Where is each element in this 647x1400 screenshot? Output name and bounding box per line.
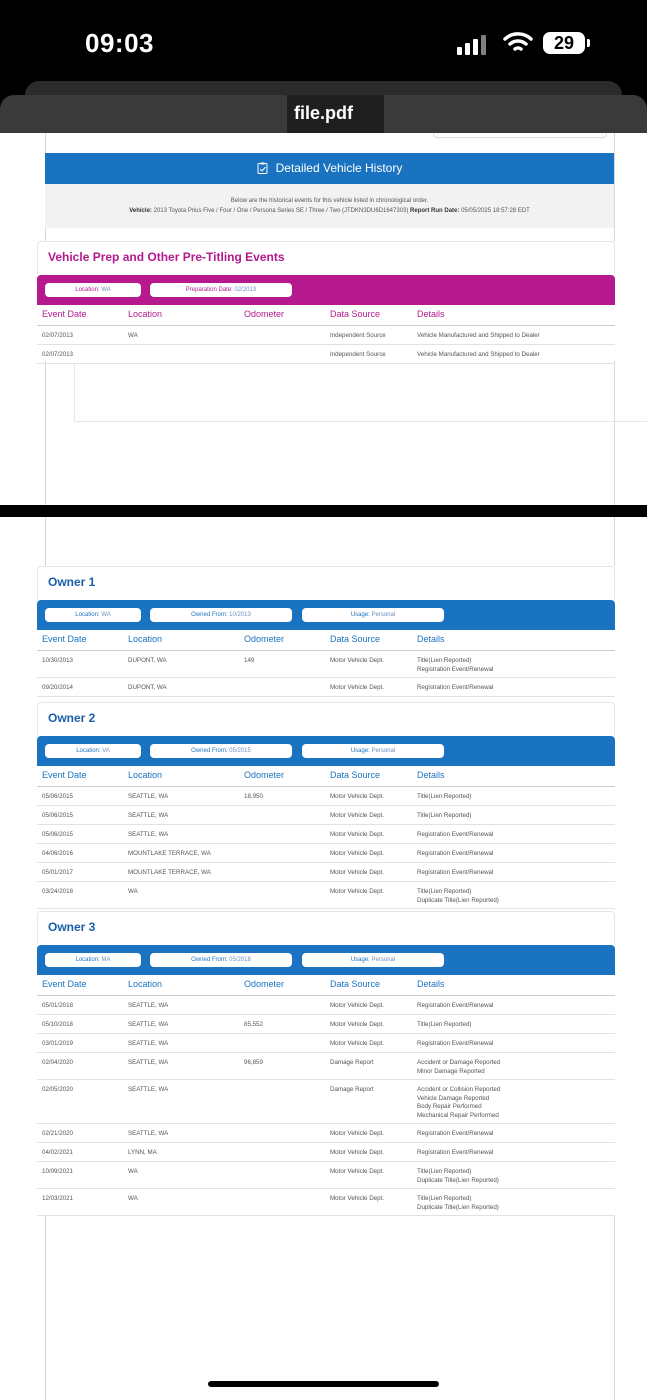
pill-label: Location:: [76, 748, 101, 754]
detail-line: Title(Lien Reported): [417, 888, 472, 895]
cell-date: 04/02/2021: [42, 1149, 73, 1156]
cell-source: Motor Vehicle Dept.: [330, 812, 384, 819]
column-header: Odometer: [244, 979, 285, 989]
cell-source: Motor Vehicle Dept.: [330, 1002, 384, 1009]
info-pill: [150, 283, 292, 297]
cell-source: Motor Vehicle Dept.: [330, 1149, 384, 1156]
table-row: [37, 677, 615, 697]
cell-source: Motor Vehicle Dept.: [330, 684, 384, 691]
cell-odometer: 18,950: [244, 793, 263, 800]
cell-odometer: 149: [244, 657, 255, 664]
cell-source: Damage Report: [330, 1086, 374, 1093]
cell-source: Motor Vehicle Dept.: [330, 1195, 384, 1202]
section-title: Owner 2: [48, 711, 96, 725]
cell-date: 10/30/2013: [42, 657, 73, 664]
cell-details: [417, 831, 493, 840]
cell-details: [417, 812, 471, 821]
info-pill: [150, 608, 292, 622]
pill-label: Owned From:: [191, 612, 228, 618]
cell-date: 02/07/2013: [42, 351, 73, 358]
section-header: [37, 911, 615, 944]
section-header: [37, 702, 615, 735]
cell-date: 04/06/2016: [42, 850, 73, 857]
cell-location: MOUNTLAKE TERRACE, WA: [128, 850, 211, 857]
cell-details: [417, 351, 540, 360]
section-prep: [37, 241, 615, 361]
intro-text: Below are the historical events for this vehicle listed in chronological order.: [230, 198, 429, 204]
section-header: [37, 241, 615, 274]
status-bar: [0, 0, 647, 90]
detail-line: Registration Event/Renewal: [417, 869, 494, 876]
column-header: Event Date: [42, 979, 87, 989]
detail-line: Registration Event/Renewal: [417, 831, 494, 838]
table-header: [37, 766, 615, 787]
column-header: Odometer: [244, 309, 285, 319]
section-title: Owner 1: [48, 575, 96, 589]
cell-location: WA: [128, 332, 138, 339]
table-row: [37, 862, 615, 882]
table-row: [37, 824, 615, 844]
pill-label: Location:: [75, 287, 100, 293]
column-header: Data Source: [330, 309, 381, 319]
cell-location: DUPONT, WA: [128, 657, 167, 664]
cell-source: Motor Vehicle Dept.: [330, 831, 384, 838]
column-header: Details: [417, 770, 445, 780]
table-row: [37, 995, 615, 1015]
cell-date: 02/07/2013: [42, 332, 73, 339]
column-header: Location: [128, 979, 163, 989]
cell-date: 05/01/2018: [42, 1002, 73, 1009]
cell-source: Motor Vehicle Dept.: [330, 1040, 384, 1047]
section-owner-1: [37, 566, 615, 702]
cell-date: 02/04/2020: [42, 1059, 73, 1066]
table-row: [37, 1188, 615, 1216]
column-header: Data Source: [330, 634, 381, 644]
section-owner-3: [37, 911, 615, 1215]
pill-value: 05/2015: [229, 748, 251, 754]
detail-line: Title(Lien Reported): [417, 1021, 472, 1028]
cell-location: WA: [128, 1195, 138, 1202]
cell-date: 09/20/2014: [42, 684, 73, 691]
column-header: Location: [128, 634, 163, 644]
cell-date: 05/06/2015: [42, 831, 73, 838]
cell-source: Motor Vehicle Dept.: [330, 869, 384, 876]
pdf-page-2: [0, 517, 647, 1400]
cell-details: [417, 888, 499, 905]
column-header: Details: [417, 309, 445, 319]
detail-line: Vehicle Manufactured and Shipped to Dealer: [417, 351, 540, 358]
cell-source: Motor Vehicle Dept.: [330, 850, 384, 857]
cell-details: [417, 1002, 493, 1011]
cell-location: WA: [128, 1168, 138, 1175]
cell-details: [417, 332, 540, 341]
column-header: Odometer: [244, 770, 285, 780]
cell-details: [417, 1168, 499, 1185]
detail-line: Title(Lien Reported): [417, 1168, 472, 1175]
cell-details: [417, 850, 493, 859]
file-name[interactable]: file.pdf: [294, 103, 353, 123]
cell-location: SEATTLE, WA: [128, 831, 169, 838]
table-row: [37, 1123, 615, 1143]
cell-source: Motor Vehicle Dept.: [330, 793, 384, 800]
table-row: [37, 1079, 615, 1124]
column-header: Event Date: [42, 770, 87, 780]
cell-details: [417, 793, 471, 802]
detail-line: Title(Lien Reported): [417, 812, 472, 819]
cell-date: 02/05/2020: [42, 1086, 73, 1093]
cell-location: SEATTLE, WA: [128, 1002, 169, 1009]
cell-details: [417, 1086, 500, 1120]
cell-date: 05/01/2017: [42, 869, 73, 876]
section-owner-2: [37, 702, 615, 911]
cell-date: 03/24/2018: [42, 888, 73, 895]
pill-value: MA: [101, 957, 111, 963]
info-pill: [45, 608, 141, 622]
cell-details: [417, 1059, 500, 1076]
cell-location: SEATTLE, WA: [128, 1021, 169, 1028]
status-time: 09:03: [85, 28, 154, 58]
cell-location: WA: [128, 888, 138, 895]
cell-source: Motor Vehicle Dept.: [330, 888, 384, 895]
cell-odometer: 85,552: [244, 1021, 263, 1028]
column-header: Data Source: [330, 770, 381, 780]
detail-line: Title(Lien Reported): [417, 657, 472, 664]
detail-line: Accident or Damage Reported: [417, 1059, 501, 1066]
cell-location: SEATTLE, WA: [128, 812, 169, 819]
info-pill: [45, 744, 141, 758]
table-row: [37, 805, 615, 825]
pill-label: Location:: [75, 957, 100, 963]
cell-location: SEATTLE, WA: [128, 1059, 169, 1066]
pill-label: Owned From:: [191, 748, 228, 754]
cell-date: 03/01/2019: [42, 1040, 73, 1047]
pill-label: Usage:: [350, 957, 370, 963]
pill-label: Owned From:: [191, 957, 228, 963]
cell-details: [417, 1130, 493, 1139]
detail-line: Accident or Collision Reported: [417, 1086, 501, 1093]
info-pill: [302, 953, 444, 967]
cell-location: SEATTLE, WA: [128, 1130, 169, 1137]
section-info-band: [37, 736, 615, 766]
intro-box: [45, 184, 614, 228]
info-pill: [302, 744, 444, 758]
detail-line: Title(Lien Reported): [417, 793, 472, 800]
previous-box-edge: [433, 133, 607, 138]
detail-line: Mechanical Repair Performed: [417, 1111, 499, 1119]
detail-line: Minor Damage Reported: [417, 1067, 485, 1075]
pill-value: Personal: [371, 612, 396, 618]
cell-details: [417, 1040, 493, 1049]
pill-value: 10/2013: [229, 612, 251, 618]
pill-label: Usage:: [350, 748, 370, 754]
table-row: [37, 1014, 615, 1034]
detail-line: Vehicle Damage Reported: [417, 1094, 490, 1102]
wifi-icon: [503, 30, 533, 54]
section-info-band: [37, 945, 615, 975]
column-header: Event Date: [42, 309, 87, 319]
detail-line: Duplicate Title(Lien Reported): [417, 1203, 499, 1211]
section-header: [37, 566, 615, 599]
section-info-band: [37, 275, 615, 305]
table-header: [37, 630, 615, 651]
cell-date: 05/06/2015: [42, 812, 73, 819]
detail-line: Registration Event/Renewal: [417, 1040, 494, 1047]
detail-line: Registration Event/Renewal: [417, 1149, 494, 1156]
cell-location: SEATTLE, WA: [128, 1086, 169, 1093]
cell-location: MOUNTLAKE TERRACE, WA: [128, 869, 211, 876]
cell-details: [417, 1195, 499, 1212]
cell-location: LYNN, MA: [128, 1149, 157, 1156]
table-row: [37, 1033, 615, 1053]
table-row: [37, 843, 615, 863]
cell-details: [417, 1149, 493, 1158]
vehicle-line: [45, 208, 614, 214]
pill-value: 05/2018: [229, 957, 251, 963]
detail-line: Registration Event/Renewal: [417, 850, 494, 857]
detail-line: Registration Event/Renewal: [417, 1130, 494, 1137]
cellular-signal-icon: [457, 33, 493, 55]
cell-source: Independent Source: [330, 332, 386, 339]
cell-date: 12/03/2021: [42, 1195, 73, 1202]
table-row: [37, 1142, 615, 1162]
table-header: [37, 305, 615, 326]
info-pill: [302, 608, 444, 622]
detail-line: Registration Event/Renewal: [417, 1002, 494, 1009]
cell-source: Independent Source: [330, 351, 386, 358]
table-row: [37, 881, 615, 909]
cell-details: [417, 657, 493, 674]
cell-date: 02/21/2020: [42, 1130, 73, 1137]
detail-line: Duplicate Title(Lien Reported): [417, 1176, 499, 1184]
report-label: Report Run Date:: [410, 208, 460, 214]
home-indicator[interactable]: [208, 1381, 439, 1387]
cell-details: [417, 869, 493, 878]
cell-source: Motor Vehicle Dept.: [330, 1168, 384, 1175]
pill-value: VA: [102, 748, 110, 754]
pill-value: Personal: [371, 957, 396, 963]
cell-date: 05/10/2018: [42, 1021, 73, 1028]
column-header: Details: [417, 979, 445, 989]
report-date: 05/05/2025 18:57:28 EDT: [461, 208, 530, 214]
cell-date: 05/06/2015: [42, 793, 73, 800]
banner-title: Detailed Vehicle History: [275, 161, 403, 175]
cell-date: 10/09/2021: [42, 1168, 73, 1175]
column-header: Details: [417, 634, 445, 644]
section-title: Vehicle Prep and Other Pre-Titling Events: [48, 250, 285, 264]
info-pill: [150, 953, 292, 967]
column-header: Odometer: [244, 634, 285, 644]
table-row: [37, 1161, 615, 1189]
cell-location: DUPONT, WA: [128, 684, 167, 691]
section-title: Owner 3: [48, 920, 96, 934]
table-row: [37, 786, 615, 806]
battery-nub: [587, 39, 590, 47]
cell-source: Motor Vehicle Dept.: [330, 1130, 384, 1137]
column-header: Location: [128, 309, 163, 319]
detail-line: Vehicle Manufactured and Shipped to Dealer: [417, 332, 540, 339]
vehicle-label: Vehicle:: [129, 208, 152, 214]
detail-line: Registration Event/Renewal: [417, 684, 494, 691]
info-pill: [150, 744, 292, 758]
pill-label: Location:: [75, 612, 100, 618]
detail-line: Title(Lien Reported): [417, 1195, 472, 1202]
detail-line: Body Repair Performed: [417, 1103, 482, 1110]
cell-source: Damage Report: [330, 1059, 374, 1066]
column-header: Location: [128, 770, 163, 780]
detailed-history-banner: [45, 153, 614, 184]
cell-details: [417, 1021, 471, 1030]
info-pill: [45, 283, 141, 297]
vehicle-value: 2013 Toyota Prius Five / Four / One / Persona Series SE / Three / Two (JTDKN3DU6D1647303): [153, 208, 409, 214]
cell-location: SEATTLE, WA: [128, 793, 169, 800]
section-info-band: [37, 600, 615, 630]
pill-value: Personal: [371, 748, 396, 754]
table-row: [37, 325, 615, 345]
cell-details: [417, 684, 493, 693]
detail-line: Registration Event/Renewal: [417, 665, 494, 673]
column-header: Event Date: [42, 634, 87, 644]
pdf-page-1: [0, 133, 647, 505]
detail-line: Duplicate Title(Lien Reported): [417, 896, 499, 904]
cell-source: Motor Vehicle Dept.: [330, 1021, 384, 1028]
pill-label: Preparation Date:: [185, 287, 233, 293]
table-row: [37, 650, 615, 678]
battery-icon: 29: [543, 32, 585, 54]
table-header: [37, 975, 615, 996]
column-header: Data Source: [330, 979, 381, 989]
cell-odometer: 96,859: [244, 1059, 263, 1066]
pill-value: WA: [101, 612, 111, 618]
table-row: [37, 1052, 615, 1080]
section-spacer: [74, 363, 647, 422]
cell-source: Motor Vehicle Dept.: [330, 657, 384, 664]
pill-label: Usage:: [350, 612, 370, 618]
pill-value: WA: [101, 287, 111, 293]
clipboard-check-icon: [257, 162, 268, 174]
cell-location: SEATTLE, WA: [128, 1040, 169, 1047]
info-pill: [45, 953, 141, 967]
table-row: [37, 344, 615, 364]
pill-value: 02/2013: [234, 287, 257, 293]
